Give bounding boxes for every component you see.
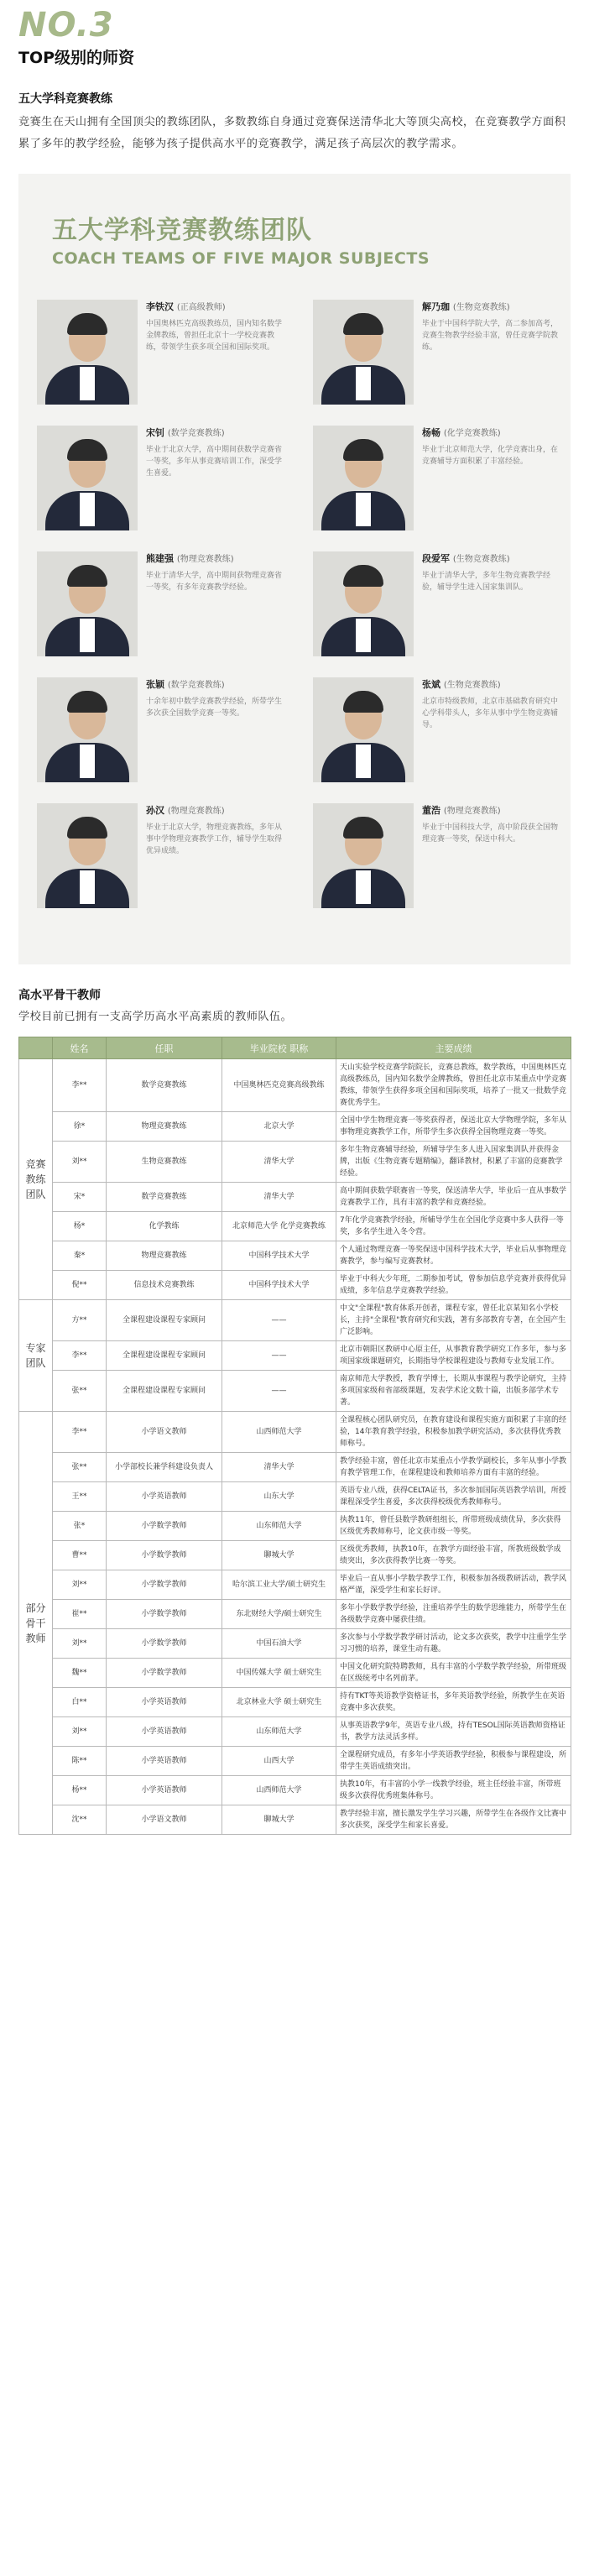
cell-role: 数学竞赛教练 <box>107 1183 222 1212</box>
cell-achievement: 多年生物竞赛辅导经验，所辅导学生多人进入国家集训队并获得金牌，出版《生物竞赛专题精编》，翻译教材，积累了丰富的竞赛教学经验。 <box>336 1142 571 1183</box>
cell-name: 王** <box>53 1482 107 1512</box>
coach-name: 张颖 (数学竞赛教练) <box>146 679 225 690</box>
teacher-section-title: 高水平骨干教师 <box>18 989 101 1002</box>
cell-achievement: 从事英语教学9年，英语专业八级，持有TESOL国际英语教师资格证书，教学方法灵活多样。 <box>336 1717 571 1747</box>
cell-role: 生物竞赛教练 <box>107 1142 222 1183</box>
coach-role: (生物竞赛教练) <box>452 303 510 312</box>
cell-school: —— <box>222 1371 336 1412</box>
coach-photo <box>313 300 414 405</box>
coach-teams-panel <box>18 174 571 964</box>
coach-name: 段爱军 (生物竞赛教练) <box>422 553 510 564</box>
table-row <box>19 1183 571 1212</box>
table-row <box>19 1600 571 1629</box>
cell-school: 山东师范大学 <box>222 1717 336 1747</box>
coach-photo <box>313 677 414 782</box>
coach-card <box>294 677 571 803</box>
cell-school: 山西师范大学 <box>222 1412 336 1453</box>
cell-role: 小学英语教师 <box>107 1747 222 1776</box>
cell-role: 全课程建设课程专家顾问 <box>107 1341 222 1371</box>
cell-role: 小学语文教师 <box>107 1412 222 1453</box>
cell-school: 清华大学 <box>222 1142 336 1183</box>
table-row <box>19 1688 571 1717</box>
coach-info <box>138 426 289 551</box>
table-row <box>19 1300 571 1341</box>
cell-role: 小学数学教师 <box>107 1629 222 1659</box>
cell-achievement: 全课程研究成员，有多年小学英语教学经验，积极参与课程建设，所带学生英语成绩突出。 <box>336 1747 571 1776</box>
cell-achievement: 英语专业八级，获得CELTA证书，多次参加国际英语教学培训，所授课程深受学生喜爱，多次获得校级优秀教师称号。 <box>336 1482 571 1512</box>
cell-achievement: 教学经验丰富，曾任北京市某重点小学教学副校长，多年从事小学教育教学管理工作，在课程建设和教师培养方面有丰富的经验。 <box>336 1453 571 1482</box>
cell-name: 刘** <box>53 1629 107 1659</box>
coach-card <box>294 803 571 929</box>
cell-school: 中国奥林匹克竞赛高级教练 <box>222 1059 336 1112</box>
cell-school: 中国科学技术大学 <box>222 1271 336 1300</box>
coach-desc: 毕业于清华大学，多年生物竞赛教学经验，辅导学生进入国家集训队。 <box>422 572 551 592</box>
table-row <box>19 1570 571 1600</box>
coach-role: (生物竞赛教练) <box>452 555 510 564</box>
header-group <box>19 1037 53 1059</box>
hero-section <box>0 0 589 155</box>
cell-role: 物理竞赛教练 <box>107 1112 222 1142</box>
coach-info <box>138 551 289 677</box>
cell-name: 张** <box>53 1371 107 1412</box>
coach-desc: 毕业于中国科技大学，高中阶段获全国物理竞赛一等奖，保送中科大。 <box>422 823 559 844</box>
header-name: 姓名 <box>53 1037 107 1059</box>
coach-photo <box>313 426 414 530</box>
cell-role: 小学数学教师 <box>107 1541 222 1570</box>
staff-table-body <box>19 1059 571 1835</box>
table-row <box>19 1412 571 1453</box>
cell-achievement: 全课程核心团队研究员，在教育建设和课程实施方面积累了丰富的经验，14年教育教学经验，积极参加教学研究活动，多次获得优秀教师称号。 <box>336 1412 571 1453</box>
coach-row <box>18 677 571 803</box>
cell-achievement: 中文"全课程"教育体系开创者，课程专家，曾任北京某知名小学校长，主持"全课程"教育研究和实践，著有多部教育专著，在全国产生广泛影响。 <box>336 1300 571 1341</box>
cell-role: 小学数学教师 <box>107 1570 222 1600</box>
coach-role: (物理竞赛教练) <box>176 555 234 564</box>
group-label: 专家团队 <box>19 1300 53 1412</box>
coach-desc: 十余年初中数学竞赛教学经验，所带学生多次获全国数学竞赛一等奖。 <box>146 698 283 718</box>
table-row <box>19 1776 571 1805</box>
cell-school: 中国科学技术大学 <box>222 1241 336 1271</box>
cell-school: 山西师范大学 <box>222 1776 336 1805</box>
coach-desc: 中国奥林匹克高级教练员，国内知名数学金牌教练，曾担任北京十一学校竞赛教练，带领学生获多项全国和国际奖项。 <box>146 320 283 352</box>
coach-desc: 毕业于北京师范大学，化学竞赛出身，在竞赛辅导方面积累了丰富经验。 <box>422 446 559 466</box>
table-row <box>19 1747 571 1776</box>
cell-role: 小学英语教师 <box>107 1776 222 1805</box>
table-row <box>19 1341 571 1371</box>
table-row <box>19 1512 571 1541</box>
section-title: TOP级别的师资 <box>18 49 135 67</box>
coach-desc: 毕业于清华大学，高中期间获物理竞赛省一等奖，有多年竞赛教学经验。 <box>146 572 283 592</box>
header-role: 任职 <box>107 1037 222 1059</box>
coach-card <box>18 677 294 803</box>
coach-section-title: 五大学科竞赛教练 <box>18 92 112 106</box>
group-label: 竞赛教练团队 <box>19 1059 53 1300</box>
cell-name: 刘** <box>53 1717 107 1747</box>
cell-achievement: 中国文化研究院特聘教师，具有丰富的小学数学教学经验，所带班级在区级统考中名列前茅。 <box>336 1659 571 1688</box>
coach-photo <box>37 803 138 908</box>
cell-achievement: 高中期间获数学联赛省一等奖，保送清华大学，毕业后一直从事数学竞赛教学工作，具有丰富的教学和竞赛经验。 <box>336 1183 571 1212</box>
cell-name: 方** <box>53 1300 107 1341</box>
cell-achievement: 执教11年，曾任县数学教研组组长，所带班级成绩优异，多次获得区级优秀教师称号，论文获市级一等奖。 <box>336 1512 571 1541</box>
coach-role: (数学竞赛教练) <box>167 429 225 438</box>
cell-achievement: 教学经验丰富，擅长激发学生学习兴趣，所带学生在各级作文比赛中多次获奖，深受学生和家长喜爱。 <box>336 1805 571 1835</box>
cell-achievement: 区级优秀教师，执教10年，在教学方面经验丰富，所教班级数学成绩突出，多次获得教学比赛一等奖。 <box>336 1541 571 1570</box>
header-school: 毕业院校 职称 <box>222 1037 336 1059</box>
cell-school: 山东师范大学 <box>222 1512 336 1541</box>
teacher-section <box>0 986 589 1028</box>
cell-name: 崔** <box>53 1600 107 1629</box>
cell-name: 白** <box>53 1688 107 1717</box>
table-row <box>19 1212 571 1241</box>
cell-name: 秦* <box>53 1241 107 1271</box>
cell-role: 小学数学教师 <box>107 1600 222 1629</box>
cell-achievement: 多年小学数学教学经验，注重培养学生的数学思维能力，所带学生在各级数学竞赛中屡获佳绩。 <box>336 1600 571 1629</box>
cell-role: 物理竞赛教练 <box>107 1241 222 1271</box>
cell-achievement: 持有TKT等英语教学资格证书，多年英语教学经验，所教学生在英语竞赛中多次获奖。 <box>336 1688 571 1717</box>
cell-school: 北京师范大学 化学竞赛教练 <box>222 1212 336 1241</box>
cell-role: 小学英语教师 <box>107 1688 222 1717</box>
cell-school: —— <box>222 1341 336 1371</box>
coach-info <box>138 677 289 803</box>
coach-desc: 毕业于北京大学，高中期间获数学竞赛省一等奖，多年从事竞赛培训工作，深受学生喜爱。 <box>146 446 283 478</box>
table-row <box>19 1142 571 1183</box>
cell-school: 北京大学 <box>222 1112 336 1142</box>
cell-school: 中国石油大学 <box>222 1629 336 1659</box>
table-row <box>19 1059 571 1112</box>
cell-role: 全课程建设课程专家顾问 <box>107 1300 222 1341</box>
coach-role: (物理竞赛教练) <box>443 807 501 816</box>
cell-achievement: 南京师范大学教授，教育学博士，长期从事课程与教学论研究，主持多项国家级和省部级课题，发表学术论文数十篇，出版多部学术专著。 <box>336 1371 571 1412</box>
coach-name: 熊建强 (物理竞赛教练) <box>146 553 234 564</box>
table-row <box>19 1482 571 1512</box>
cell-school: 中国传媒大学 硕士研究生 <box>222 1659 336 1688</box>
cell-role: 化学教练 <box>107 1212 222 1241</box>
cell-school: 哈尔滨工业大学/硕士研究生 <box>222 1570 336 1600</box>
table-header-row <box>19 1037 571 1059</box>
cell-role: 小学数学教师 <box>107 1659 222 1688</box>
cell-name: 李** <box>53 1059 107 1112</box>
cell-name: 杨* <box>53 1212 107 1241</box>
cell-school: 山西大学 <box>222 1747 336 1776</box>
cell-school: 山东大学 <box>222 1482 336 1512</box>
coach-info <box>414 426 565 551</box>
cell-achievement: 毕业于中科大少年班，二期参加考试，曾参加信息学竞赛并获得优异成绩，多年信息学竞赛教学经验。 <box>336 1271 571 1300</box>
cell-school: 清华大学 <box>222 1453 336 1482</box>
cell-name: 陈** <box>53 1747 107 1776</box>
coach-info <box>138 300 289 426</box>
coach-photo <box>37 677 138 782</box>
cell-role: 数学竞赛教练 <box>107 1059 222 1112</box>
coach-panel-title-en: COACH TEAMS OF FIVE MAJOR SUBJECTS <box>52 249 430 268</box>
cell-name: 刘** <box>53 1142 107 1183</box>
coach-name: 孙汉 (物理竞赛教练) <box>146 805 225 816</box>
table-row <box>19 1541 571 1570</box>
cell-name: 曹** <box>53 1541 107 1570</box>
coach-info <box>138 803 289 929</box>
cell-achievement: 个人通过物理竞赛一等奖保送中国科学技术大学，毕业后从事物理竞赛教学，参与编写竞赛教材。 <box>336 1241 571 1271</box>
coach-name: 宋钊 (数学竞赛教练) <box>146 427 225 438</box>
cell-achievement: 全国中学生物理竞赛一等奖获得者，保送北京大学物理学院，多年从事物理竞赛教学工作，所带学生多次获得全国物理竞赛一等奖。 <box>336 1112 571 1142</box>
coach-panel-header <box>18 174 571 268</box>
table-row <box>19 1629 571 1659</box>
cell-school: 北京林业大学 硕士研究生 <box>222 1688 336 1717</box>
table-row <box>19 1453 571 1482</box>
cell-role: 小学数学教师 <box>107 1512 222 1541</box>
cell-role: 小学英语教师 <box>107 1717 222 1747</box>
coach-name: 董浩 (物理竞赛教练) <box>422 805 501 816</box>
coach-panel-title-cn: 五大学科竞赛教练团队 <box>52 216 312 245</box>
table-row <box>19 1112 571 1142</box>
teacher-section-paragraph: 学校目前已拥有一支高学历高水平高素质的教师队伍。 <box>18 1011 293 1023</box>
coach-card <box>18 803 294 929</box>
coach-info <box>414 300 565 426</box>
coach-photo <box>313 803 414 908</box>
coach-card <box>294 426 571 551</box>
cell-achievement: 北京市朝阳区教研中心原主任，从事教育教学研究工作多年，参与多项国家级课题研究，长期指导学校课程建设与教师专业发展工作。 <box>336 1341 571 1371</box>
coach-photo <box>37 426 138 530</box>
coach-row <box>18 426 571 551</box>
coach-photo <box>37 300 138 405</box>
coach-row <box>18 551 571 677</box>
coach-desc: 毕业于北京大学，物理竞赛教练，多年从事中学物理竞赛教学工作，辅导学生取得优异成绩。 <box>146 823 283 855</box>
cell-achievement: 毕业后一直从事小学数学教学工作，积极参加各级教研活动，教学风格严谨，深受学生和家长好评。 <box>336 1570 571 1600</box>
coach-card <box>294 300 571 426</box>
coach-desc: 毕业于中国科学院大学，高二参加高考，竞赛生物教学经验丰富，曾任竞赛学院教练。 <box>422 320 559 352</box>
cell-school: 聊城大学 <box>222 1805 336 1835</box>
cell-name: 沈** <box>53 1805 107 1835</box>
section-number: NO.3 <box>18 6 114 44</box>
cell-role: 小学部校长兼学科建设负责人 <box>107 1453 222 1482</box>
coach-role: (物理竞赛教练) <box>167 807 225 816</box>
cell-school: 清华大学 <box>222 1183 336 1212</box>
coach-card <box>18 426 294 551</box>
table-row <box>19 1241 571 1271</box>
coach-name: 杨畅 (化学竞赛教练) <box>422 427 501 438</box>
coach-role: (正高级教师) <box>176 303 226 312</box>
coach-info <box>414 551 565 677</box>
cell-achievement: 天山实验学校竞赛学院院长，竞赛总教练，数学教练，中国奥林匹克高级教练员，国内知名数学金牌教练，曾担任北京市某重点中学竞赛教练，带领学生获得多项全国和国际奖项，培养了一批又一批数学竞赛优秀学生。 <box>336 1059 571 1112</box>
cell-name: 刘** <box>53 1570 107 1600</box>
header-achievement: 主要成绩 <box>336 1037 571 1059</box>
table-row <box>19 1659 571 1688</box>
cell-name: 徐* <box>53 1112 107 1142</box>
coach-name: 解乃珈 (生物竞赛教练) <box>422 301 510 312</box>
coach-card <box>18 300 294 426</box>
coach-role: (化学竞赛教练) <box>443 429 501 438</box>
cell-name: 魏** <box>53 1659 107 1688</box>
coach-card <box>18 551 294 677</box>
coach-info <box>414 677 565 803</box>
coach-photo <box>37 551 138 656</box>
coach-card <box>294 551 571 677</box>
cell-name: 倪** <box>53 1271 107 1300</box>
group-label: 部分骨干教师 <box>19 1412 53 1835</box>
table-row <box>19 1271 571 1300</box>
cell-name: 宋* <box>53 1183 107 1212</box>
cell-name: 张** <box>53 1453 107 1482</box>
coach-grid <box>18 300 571 929</box>
cell-school: 聊城大学 <box>222 1541 336 1570</box>
coach-name: 张斌 (生物竞赛教练) <box>422 679 501 690</box>
staff-table <box>18 1037 571 1835</box>
cell-school: 东北财经大学/硕士研究生 <box>222 1600 336 1629</box>
coach-row <box>18 300 571 426</box>
cell-name: 张* <box>53 1512 107 1541</box>
coach-section-paragraph: 竞赛生在天山拥有全国顶尖的教练团队，多数教练自身通过竞赛保送清华北大等顶尖高校，在竞赛教学方面积累了多年的教学经验，能够为孩子提供高水平的竞赛教学，满足孩子高层次的教学需求。 <box>18 116 566 150</box>
coach-desc: 北京市特级教师，北京市基础教育研究中心学科带头人，多年从事中学生物竞赛辅导。 <box>422 698 559 729</box>
cell-role: 小学英语教师 <box>107 1482 222 1512</box>
cell-role: 小学语文教师 <box>107 1805 222 1835</box>
table-row <box>19 1717 571 1747</box>
coach-photo <box>313 551 414 656</box>
table-row <box>19 1371 571 1412</box>
coach-name: 李铁汉 (正高级教师) <box>146 301 226 312</box>
cell-role: 信息技术竞赛教练 <box>107 1271 222 1300</box>
coach-role: (生物竞赛教练) <box>443 681 501 690</box>
cell-achievement: 7年化学竞赛教学经验，所辅导学生在全国化学竞赛中多人获得一等奖，多名学生进入冬令营。 <box>336 1212 571 1241</box>
cell-name: 李** <box>53 1412 107 1453</box>
table-row <box>19 1805 571 1835</box>
cell-achievement: 执教10年，有丰富的小学一线教学经验，班主任经验丰富，所带班级多次获得优秀班集体称号。 <box>336 1776 571 1805</box>
coach-row <box>18 803 571 929</box>
coach-info <box>414 803 565 929</box>
cell-name: 李** <box>53 1341 107 1371</box>
cell-achievement: 多次参与小学数学教学研讨活动，论文多次获奖，教学中注重学生学习习惯的培养，课堂生动有趣。 <box>336 1629 571 1659</box>
cell-name: 杨** <box>53 1776 107 1805</box>
coach-role: (数学竞赛教练) <box>167 681 225 690</box>
cell-school: —— <box>222 1300 336 1341</box>
cell-role: 全课程建设课程专家顾问 <box>107 1371 222 1412</box>
